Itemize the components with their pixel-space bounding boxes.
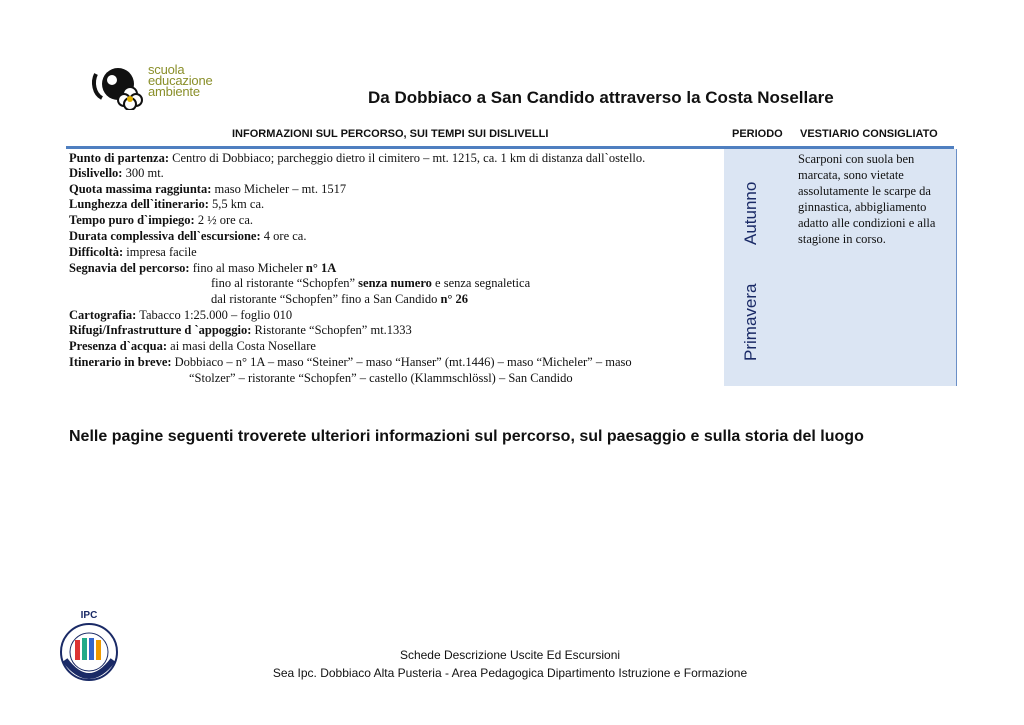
note-text: Nelle pagine seguenti troverete ulteriori informazioni sul percorso, sul paesaggio e sulla storia del luogo [69,428,864,445]
info-value: Ristorante “Schopfen” mt.1333 [251,323,412,337]
info-value: maso Micheler – mt. 1517 [211,182,347,196]
info-max-altitude [69,182,346,197]
info-label: Lunghezza dell`itinerario: [69,197,209,211]
header-clothes: VESTIARIO CONSIGLIATO [800,128,938,140]
header-info: INFORMAZIONI SUL PERCORSO, SUI TEMPI SUI DISLIVELLI [232,128,549,140]
logo-line-1: scuola [148,62,185,77]
info-difficulty [69,245,197,260]
info-label: Dislivello: [69,166,123,180]
info-value: ai masi della Costa Nosellare [167,339,316,353]
season-spring: Primavera [741,283,760,361]
logo-line-2: educazione [148,73,213,88]
info-value: Tabacco 1:25.000 – foglio 010 [136,308,293,322]
info-value: impresa facile [123,245,197,259]
info-label: Quota massima raggiunta: [69,182,212,196]
info-label: Difficoltà: [69,245,124,259]
season-autumn: Autunno [741,181,760,245]
info-value: Centro di Dobbiaco; parcheggio dietro il cimitero – mt. 1215, ca. 1 km di distanza dall`ostello. [169,151,646,165]
info-duration [69,229,306,244]
logo-line-3: ambiente [148,84,200,99]
info-route-number: n° 1A [305,261,337,275]
info-route-number: n° 26 [440,292,469,306]
svg-text:IPC: IPC [80,610,98,621]
info-label: Segnavia del percorso: [69,261,190,275]
info-itinerary-2: “Stolzer” – ristorante “Schopfen” – castello (Klammschlössl) – San Candido [189,371,573,385]
header-period: PERIODO [732,128,783,140]
info-label: Presenza d`acqua: [69,339,168,353]
info-label: Tempo puro d`impiego: [69,213,195,227]
info-maps [69,308,292,323]
info-itinerary [69,355,632,370]
flower-logo-icon [90,60,146,110]
info-value: 2 ½ ore ca. [194,213,254,227]
info-route-number: senza numero [358,276,432,290]
info-elevation [69,166,164,181]
info-value: 300 mt. [122,166,164,180]
info-value: fino al ristorante “Schopfen” [211,276,359,290]
info-value: Dobbiaco – n° 1A – maso “Steiner” – maso “Hanser” (mt.1446) – maso “Micheler” – maso [171,355,632,369]
info-label: Punto di partenza: [69,151,169,165]
info-water [69,339,316,354]
info-value: 4 ore ca. [260,229,307,243]
info-length [69,197,264,212]
logo-wordmark [148,64,213,97]
info-value: 5,5 km ca. [208,197,265,211]
page-title: Da Dobbiaco a San Candido attraverso la Costa Nosellare [368,88,834,107]
info-signage-3 [211,292,468,307]
clothes-text: Scarponi con suola ben marcata, sono vietate assolutamente le scarpe da ginnastica, abbigliamento adatto alle condizioni e alla stagione in corso. [798,152,936,246]
info-label: Cartografia: [69,308,137,322]
school-logo [90,60,240,110]
info-time [69,213,253,228]
info-value: e senza segnaletica [431,276,531,290]
info-label: Durata complessiva dell`escursione: [69,229,261,243]
info-value: fino al maso Micheler [189,261,306,275]
info-huts [69,323,412,338]
footer-line-2: Sea Ipc. Dobbiaco Alta Pusteria - Area Pedagogica Dipartimento Istruzione e Formazione [272,666,748,680]
info-value: dal ristorante “Schopfen” fino a San Candido [211,292,441,306]
info-label: Itinerario in breve: [69,355,172,369]
info-signage [69,261,336,276]
footer-line-1: Schede Descrizione Uscite Ed Escursioni [399,648,621,662]
info-signage-2 [211,276,530,291]
info-label: Rifugi/Infrastrutture d `appoggio: [69,323,252,337]
info-start [69,151,645,166]
